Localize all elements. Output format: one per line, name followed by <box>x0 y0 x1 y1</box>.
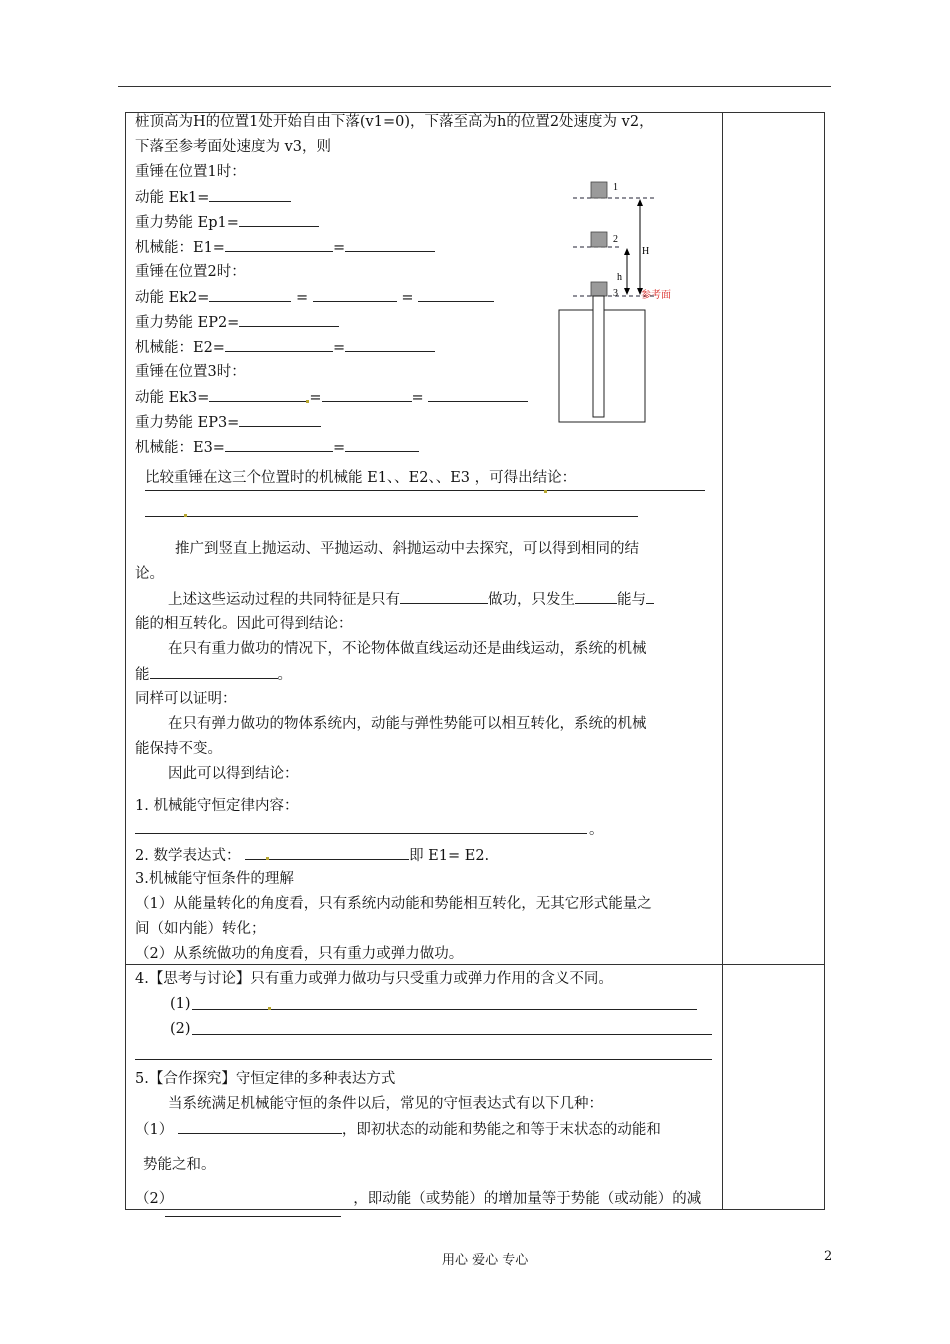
position3-kinetic-label: 动能 Ek3= <box>135 390 210 406</box>
footer-slogan: 用心 爱心 专心 <box>442 1253 529 1268</box>
feature-text-c: 能与 <box>617 592 646 608</box>
blank <box>225 337 333 352</box>
equals-sign: = <box>411 390 424 406</box>
feature-text-a: 上述这些运动过程的共同特征是只有 <box>168 592 400 608</box>
equals-sign: = <box>295 290 309 306</box>
hammer-position-1 <box>591 182 607 198</box>
item2-equation: 即 E1= E2. <box>409 848 490 864</box>
blank <box>400 589 488 604</box>
blank <box>209 387 309 402</box>
item5-p2-text: ，即动能（或势能）的增加量等于势能（或动能）的减 <box>353 1191 702 1207</box>
pile <box>593 296 604 417</box>
answer-line <box>192 1034 712 1035</box>
item5-p1-cont: 势能之和。 <box>143 1157 216 1173</box>
page-number: 2 <box>824 1249 833 1264</box>
position1-potential <box>135 212 319 233</box>
item5-p2 <box>135 1189 701 1209</box>
blank <box>150 664 278 679</box>
answer-line <box>145 516 638 517</box>
intro-line-1: 桩顶高为H的位置1处开始自由下落(v1=0)，下落至高为h的位置2处速度为 v2， <box>135 114 654 130</box>
arrow-head <box>624 288 630 295</box>
position2-heading: 重锤在位置2时： <box>135 264 246 280</box>
item2-line <box>135 845 489 866</box>
feature-text-b: 做功，只发生 <box>488 592 575 608</box>
blank <box>345 337 435 352</box>
blank <box>173 1189 353 1203</box>
position-2-label: 2 <box>613 234 618 245</box>
blank <box>239 412 321 427</box>
blank <box>178 1119 342 1134</box>
pile-driver-diagram <box>555 178 705 426</box>
blank <box>245 845 409 860</box>
position-3-label: 3 <box>613 288 618 299</box>
position3-potential-label: 重力势能 EP3= <box>135 415 240 431</box>
blank <box>209 287 291 302</box>
answer-line <box>145 490 705 491</box>
header-rule <box>118 86 831 87</box>
position3-potential <box>135 412 321 433</box>
position2-potential <box>135 312 339 333</box>
elastic-line-2: 能保持不变。 <box>135 741 222 757</box>
equals-sign: = <box>309 390 322 406</box>
speck <box>184 514 187 517</box>
blank <box>225 437 333 452</box>
conclusion-text-a: 能 <box>135 667 150 683</box>
similarly-text: 同样可以证明： <box>135 691 237 707</box>
conclusion-text-b: 。 <box>277 667 292 683</box>
position1-mechanical-label: 机械能：E1= <box>135 240 225 256</box>
conclusion-line-1: 在只有重力做功的情况下，不论物体做直线运动还是曲线运动，系统的机械 <box>168 641 647 657</box>
item4-n1: (1) <box>170 996 191 1012</box>
position3-kinetic <box>135 387 528 408</box>
hammer-position-2 <box>591 232 607 247</box>
compare-text: 比较重锤在这三个位置时的机械能 E1、、E2、、E3 ，可得出结论： <box>145 470 577 486</box>
position3-heading: 重锤在位置3时： <box>135 364 246 380</box>
arrow-head <box>624 248 630 255</box>
blank <box>239 312 339 327</box>
height-h-label: h <box>617 272 622 283</box>
position2-mechanical <box>135 337 435 358</box>
item3-p1-line-1: （1）从能量转化的角度看，只有系统内动能和势能相互转化，无其它形式能量之 <box>135 896 652 912</box>
generalize-line-1: 推广到竖直上抛运动、平抛运动、斜抛运动中去探究，可以得到相同的结 <box>175 541 639 557</box>
blank <box>313 287 397 302</box>
item1-title: 1. 机械能守恒定律内容： <box>135 798 299 814</box>
blank <box>225 237 333 252</box>
item5-p2-number: （2） <box>135 1191 174 1207</box>
speck <box>268 1007 271 1010</box>
position1-kinetic-label: 动能 Ek1= <box>135 190 210 206</box>
equals-sign: = <box>332 240 346 256</box>
item4-n2: (2) <box>170 1021 191 1037</box>
blank <box>575 589 617 604</box>
blank <box>209 187 291 202</box>
item5-intro: 当系统满足机械能守恒的条件以后，常见的守恒表达式有以下几种： <box>168 1096 603 1112</box>
position2-mechanical-label: 机械能：E2= <box>135 340 225 356</box>
item5-title: 5.【合作探究】守恒定律的多种表达方式 <box>135 1071 396 1087</box>
table-column-divider <box>722 112 723 1210</box>
equals-sign: = <box>401 290 414 306</box>
answer-line <box>165 1216 341 1217</box>
reference-plane-label: 参考面 <box>641 290 671 301</box>
position2-kinetic <box>135 287 494 308</box>
item4-title: 4.【思考与讨论】只有重力或弹力做功与只受重力或弹力作用的含义不同。 <box>135 971 613 987</box>
blank <box>322 387 412 402</box>
position1-mechanical <box>135 237 435 258</box>
blank <box>239 212 319 227</box>
hammer-position-3 <box>591 282 607 296</box>
blank <box>646 589 654 604</box>
item3-title: 3.机械能守恒条件的理解 <box>135 871 294 887</box>
item5-p1-number: （1） <box>135 1122 174 1138</box>
feature-line-2: 能的相互转化。因此可得到结论： <box>135 616 353 632</box>
blank <box>345 237 435 252</box>
equals-sign: = <box>332 440 346 456</box>
position3-mechanical <box>135 437 419 458</box>
position2-potential-label: 重力势能 EP2= <box>135 315 240 331</box>
position2-kinetic-label: 动能 Ek2= <box>135 290 210 306</box>
height-H-label: H <box>642 246 650 257</box>
item5-p1-text: ，即初状态的动能和势能之和等于末状态的动能和 <box>341 1122 661 1138</box>
blank <box>418 287 494 302</box>
blank <box>428 387 528 402</box>
blank <box>345 437 419 452</box>
item2-label: 2. 数学表达式： <box>135 848 241 864</box>
item3-p2: （2）从系统做功的角度看，只有重力或弹力做功。 <box>135 946 464 962</box>
position3-mechanical-label: 机械能：E3= <box>135 440 225 456</box>
answer-line <box>135 1059 712 1060</box>
feature-line <box>168 589 654 610</box>
elastic-line-1: 在只有弹力做功的物体系统内，动能与弹性势能可以相互转化，系统的机械 <box>168 716 647 732</box>
position1-potential-label: 重力势能 Ep1= <box>135 215 239 231</box>
position-1-label: 1 <box>613 182 618 193</box>
generalize-line-2: 论。 <box>135 566 164 582</box>
item3-p1-line-2: 间（如内能）转化； <box>135 921 266 937</box>
item1-period: 。 <box>589 822 604 838</box>
intro-line-2: 下落至参考面处速度为 v3，则 <box>135 139 332 155</box>
arrow-head <box>637 199 643 206</box>
speck <box>266 857 269 860</box>
item5-p1 <box>135 1119 661 1140</box>
answer-line <box>135 833 587 834</box>
speck <box>544 490 547 493</box>
conclusion-line-2 <box>135 664 292 685</box>
position1-kinetic <box>135 187 291 208</box>
speck <box>306 400 309 403</box>
therefore-text: 因此可以得到结论： <box>168 766 299 782</box>
position1-heading: 重锤在位置1时： <box>135 164 246 180</box>
equals-sign: = <box>332 340 346 356</box>
table-row-divider <box>125 964 825 965</box>
